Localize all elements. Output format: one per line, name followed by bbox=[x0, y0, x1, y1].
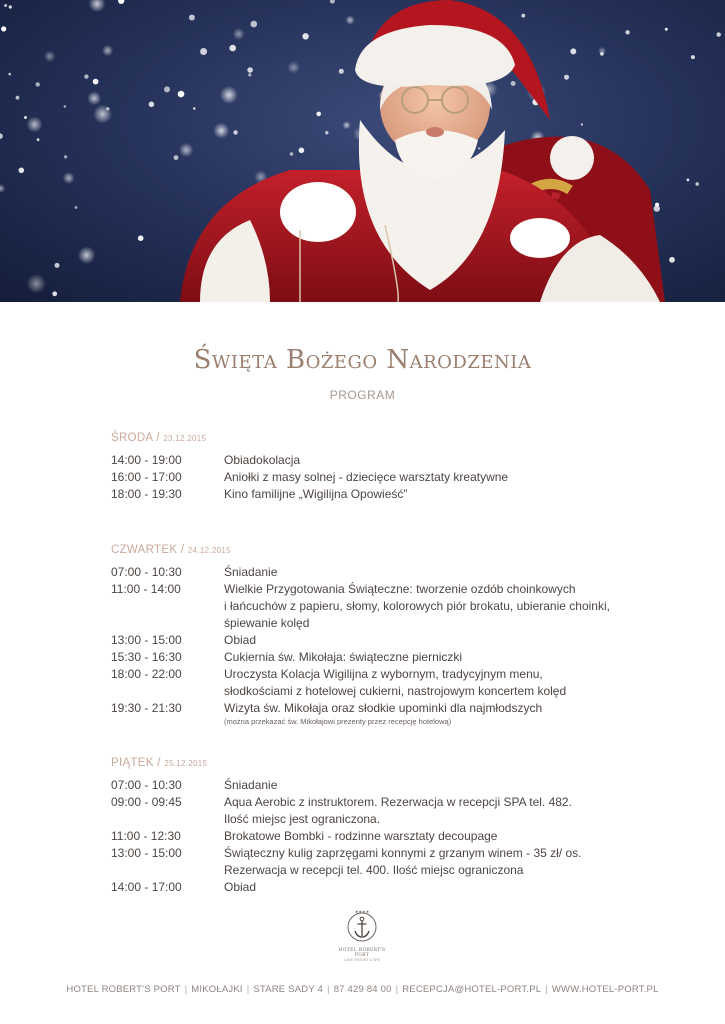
event-time: 18:00 - 22:00 bbox=[111, 667, 182, 681]
event-time: 13:00 - 15:00 bbox=[111, 846, 182, 860]
event-description bbox=[224, 828, 671, 845]
schedule-row bbox=[111, 632, 671, 649]
page-title: Święta Bożego Narodzenia bbox=[193, 345, 532, 375]
snowflake bbox=[200, 48, 207, 55]
snowflake bbox=[93, 79, 99, 85]
event-description bbox=[224, 845, 671, 879]
snowflake bbox=[178, 91, 185, 98]
event-text: i łańcuchów z papieru, słomy, kolorowych piór brokatu, ubieranie choinki, bbox=[224, 599, 610, 613]
snowflake bbox=[24, 116, 27, 119]
snowflake bbox=[102, 45, 113, 56]
snowflake bbox=[600, 52, 604, 56]
schedule-row bbox=[111, 700, 671, 727]
event-description bbox=[224, 777, 671, 794]
snowflake bbox=[37, 138, 40, 141]
event-description bbox=[224, 564, 671, 581]
snowflake bbox=[64, 105, 66, 107]
snowflake bbox=[669, 257, 675, 263]
footer-phone: 87 429 84 00 bbox=[333, 984, 392, 995]
snowflake bbox=[36, 82, 40, 86]
page-subtitle: PROGRAM bbox=[329, 388, 396, 402]
footer-contact-line: HOTEL ROBERT'S PORT | MIKOŁAJKI | STARE SADY 4 | 87 429 84 00 | RECEPCJA@HOTEL-PORT.PL | WWW.HOTEL-PORT.PL bbox=[66, 984, 659, 995]
event-text: Kino familijne „Wigilijna Opowieść” bbox=[224, 487, 408, 501]
event-text: śpiewanie kolęd bbox=[224, 616, 310, 630]
event-description bbox=[224, 700, 671, 727]
snowflake bbox=[16, 96, 20, 100]
schedule-row bbox=[111, 469, 671, 486]
event-text: Uroczysta Kolacja Wigilijna z wybornym, tradycyjnym menu, bbox=[224, 667, 543, 681]
event-time: 18:00 - 19:30 bbox=[111, 487, 182, 501]
event-text: Aniołki z masy solnej - dziecięce warsztaty kreatywne bbox=[224, 470, 509, 484]
snowflake bbox=[625, 30, 629, 34]
footer-hotel-name: HOTEL ROBERT'S PORT bbox=[66, 984, 181, 995]
event-text: Świąteczny kulig zaprzęgami konnymi z grzanym winem - 35 zł/ os. bbox=[224, 846, 582, 860]
snowflake bbox=[339, 69, 344, 74]
snowflake bbox=[665, 28, 668, 31]
day-heading: PIĄTEK / 25.12.2015 bbox=[111, 757, 208, 769]
event-time: 16:00 - 17:00 bbox=[111, 470, 182, 484]
event-time: 11:00 - 12:30 bbox=[111, 829, 181, 843]
event-time: 07:00 - 10:30 bbox=[111, 778, 182, 792]
event-time: 19:30 - 21:30 bbox=[111, 701, 182, 715]
snowflake bbox=[8, 73, 11, 76]
snowflake bbox=[84, 74, 88, 78]
day-date: 24.12.2015 bbox=[187, 546, 231, 555]
snowflake bbox=[26, 116, 42, 132]
snowflake bbox=[106, 107, 109, 110]
event-text: Brokatowe Bombki - rodzinne warsztaty decoupage bbox=[224, 829, 498, 843]
snowflake bbox=[19, 168, 25, 174]
event-text: Ilość miejsc jest ograniczona. bbox=[224, 812, 381, 826]
snowflake bbox=[654, 205, 660, 211]
day-name: CZWARTEK bbox=[111, 544, 178, 556]
snowflake bbox=[345, 15, 354, 24]
event-description bbox=[224, 452, 671, 469]
snowflake bbox=[325, 131, 328, 134]
event-text: Wielkie Przygotowania Świąteczne: tworzenie ozdób choinkowych bbox=[224, 582, 576, 596]
snowflake bbox=[0, 184, 5, 193]
snowflake bbox=[521, 14, 525, 18]
event-text: Rezerwacja w recepcji tel. 400. Ilość miejsc ograniczona bbox=[224, 863, 524, 877]
snowflake bbox=[1, 26, 6, 31]
event-time: 15:30 - 16:30 bbox=[111, 650, 182, 664]
schedule-row bbox=[111, 845, 671, 879]
anchor-icon bbox=[344, 907, 380, 943]
event-note: (można przekazać św. Mikołajowi prezenty przez recepcję hotelową) bbox=[224, 717, 452, 726]
event-text: Wizyta św. Mikołaja oraz słodkie upominki dla najmłodszych bbox=[224, 701, 543, 715]
event-text: Obiad bbox=[224, 880, 257, 894]
schedule-row bbox=[111, 828, 671, 845]
snowflake bbox=[149, 102, 155, 108]
snowflake bbox=[9, 5, 12, 8]
snowflake bbox=[233, 28, 245, 40]
snowflake bbox=[511, 81, 516, 86]
event-time: 11:00 - 14:00 bbox=[111, 582, 181, 596]
schedule-row bbox=[111, 794, 671, 828]
event-text: Cukiernia św. Mikołaja: świąteczne pierniczki bbox=[224, 650, 463, 664]
schedule-row bbox=[111, 564, 671, 581]
event-text: Śniadanie bbox=[224, 565, 278, 579]
event-time: 07:00 - 10:30 bbox=[111, 565, 182, 579]
snowflake bbox=[4, 4, 7, 7]
event-description bbox=[224, 794, 671, 828]
day-section-wednesday bbox=[111, 432, 671, 503]
snowflake bbox=[299, 148, 305, 154]
event-description bbox=[224, 649, 671, 666]
schedule-row bbox=[111, 666, 671, 700]
snowflake bbox=[316, 112, 321, 117]
snowflake bbox=[164, 86, 170, 92]
snowflake bbox=[478, 147, 480, 149]
schedule-row bbox=[111, 879, 671, 896]
schedule-row bbox=[111, 777, 671, 794]
event-description bbox=[224, 632, 671, 649]
schedule-row bbox=[111, 581, 671, 632]
snowflake bbox=[687, 179, 690, 182]
schedule-row bbox=[111, 452, 671, 469]
snowflake bbox=[89, 0, 106, 12]
snowflake bbox=[290, 152, 294, 156]
snowflake bbox=[179, 143, 193, 157]
event-description bbox=[224, 581, 671, 632]
snowflake bbox=[189, 15, 195, 21]
event-text: Obiad bbox=[224, 633, 257, 647]
snowflake bbox=[330, 0, 335, 4]
snowflake bbox=[287, 61, 300, 74]
footer-website-link[interactable]: WWW.HOTEL-PORT.PL bbox=[551, 984, 659, 995]
event-text: Obiadokolacja bbox=[224, 453, 301, 467]
svg-text:★★★★: ★★★★ bbox=[354, 909, 370, 914]
snowflake bbox=[247, 67, 253, 73]
snowflake bbox=[52, 291, 57, 296]
snowflake bbox=[93, 105, 112, 124]
snowflake bbox=[55, 263, 60, 268]
event-text: Aqua Aerobic z instruktorem. Rezerwacja w recepcji SPA tel. 482. bbox=[224, 795, 572, 809]
day-section-friday bbox=[111, 757, 671, 896]
snowflake bbox=[581, 123, 583, 125]
snowflake bbox=[193, 107, 195, 109]
snowflake bbox=[717, 32, 721, 36]
event-time: 14:00 - 17:00 bbox=[111, 880, 182, 894]
snowflake bbox=[343, 121, 351, 129]
snowflake bbox=[174, 155, 179, 160]
snowflake bbox=[118, 0, 124, 4]
snowflake bbox=[251, 21, 258, 28]
santa-illustration bbox=[0, 0, 725, 302]
snowflake bbox=[233, 130, 237, 134]
snowflake bbox=[229, 45, 236, 52]
day-name: PIĄTEK bbox=[111, 757, 154, 769]
snowflake bbox=[220, 86, 238, 104]
snowflake bbox=[570, 48, 576, 54]
footer-email-link[interactable]: RECEPCJA@HOTEL-PORT.PL bbox=[402, 984, 542, 995]
logo-name: HOTEL ROBERT'S PORT bbox=[338, 948, 386, 958]
day-heading: CZWARTEK / 24.12.2015 bbox=[111, 544, 231, 556]
snowflake bbox=[564, 75, 569, 80]
schedule-row bbox=[111, 649, 671, 666]
event-time: 14:00 - 19:00 bbox=[111, 453, 182, 467]
day-heading: ŚRODA / 23.12.2015 bbox=[111, 432, 207, 444]
schedule-row bbox=[111, 486, 671, 503]
snowflake bbox=[691, 55, 695, 59]
logo-tagline: LAKE RESORT & SPA bbox=[344, 958, 380, 962]
event-time: 13:00 - 15:00 bbox=[111, 633, 182, 647]
snowflake bbox=[64, 155, 67, 158]
day-name: ŚRODA bbox=[111, 432, 153, 444]
event-description bbox=[224, 666, 671, 700]
footer-address: STARE SADY 4 bbox=[253, 984, 324, 995]
hero-image-santa-claus bbox=[0, 0, 725, 302]
event-description bbox=[224, 486, 671, 503]
event-description bbox=[224, 469, 671, 486]
footer-city: MIKOŁAJKI bbox=[191, 984, 243, 995]
snowflake bbox=[213, 123, 229, 139]
snowflake bbox=[78, 246, 96, 264]
snowflake bbox=[248, 73, 251, 76]
day-date: 25.12.2015 bbox=[164, 759, 208, 768]
event-description bbox=[224, 879, 671, 896]
snowflake bbox=[87, 91, 101, 105]
day-date: 23.12.2015 bbox=[163, 434, 207, 443]
snowflake bbox=[75, 206, 78, 209]
event-text: słodkościami z hotelowej cukierni, nastrojowym koncertem kolęd bbox=[224, 684, 567, 698]
snowflake bbox=[44, 51, 56, 63]
snowflake bbox=[0, 133, 3, 139]
snowflake bbox=[302, 33, 308, 39]
snowflake bbox=[695, 182, 699, 186]
snowflake bbox=[63, 172, 75, 184]
snowflake bbox=[138, 235, 144, 241]
event-time: 09:00 - 09:45 bbox=[111, 795, 182, 809]
snowflake bbox=[27, 274, 47, 294]
day-section-thursday bbox=[111, 544, 671, 727]
hotel-logo bbox=[332, 907, 392, 961]
event-text: Śniadanie bbox=[224, 778, 278, 792]
